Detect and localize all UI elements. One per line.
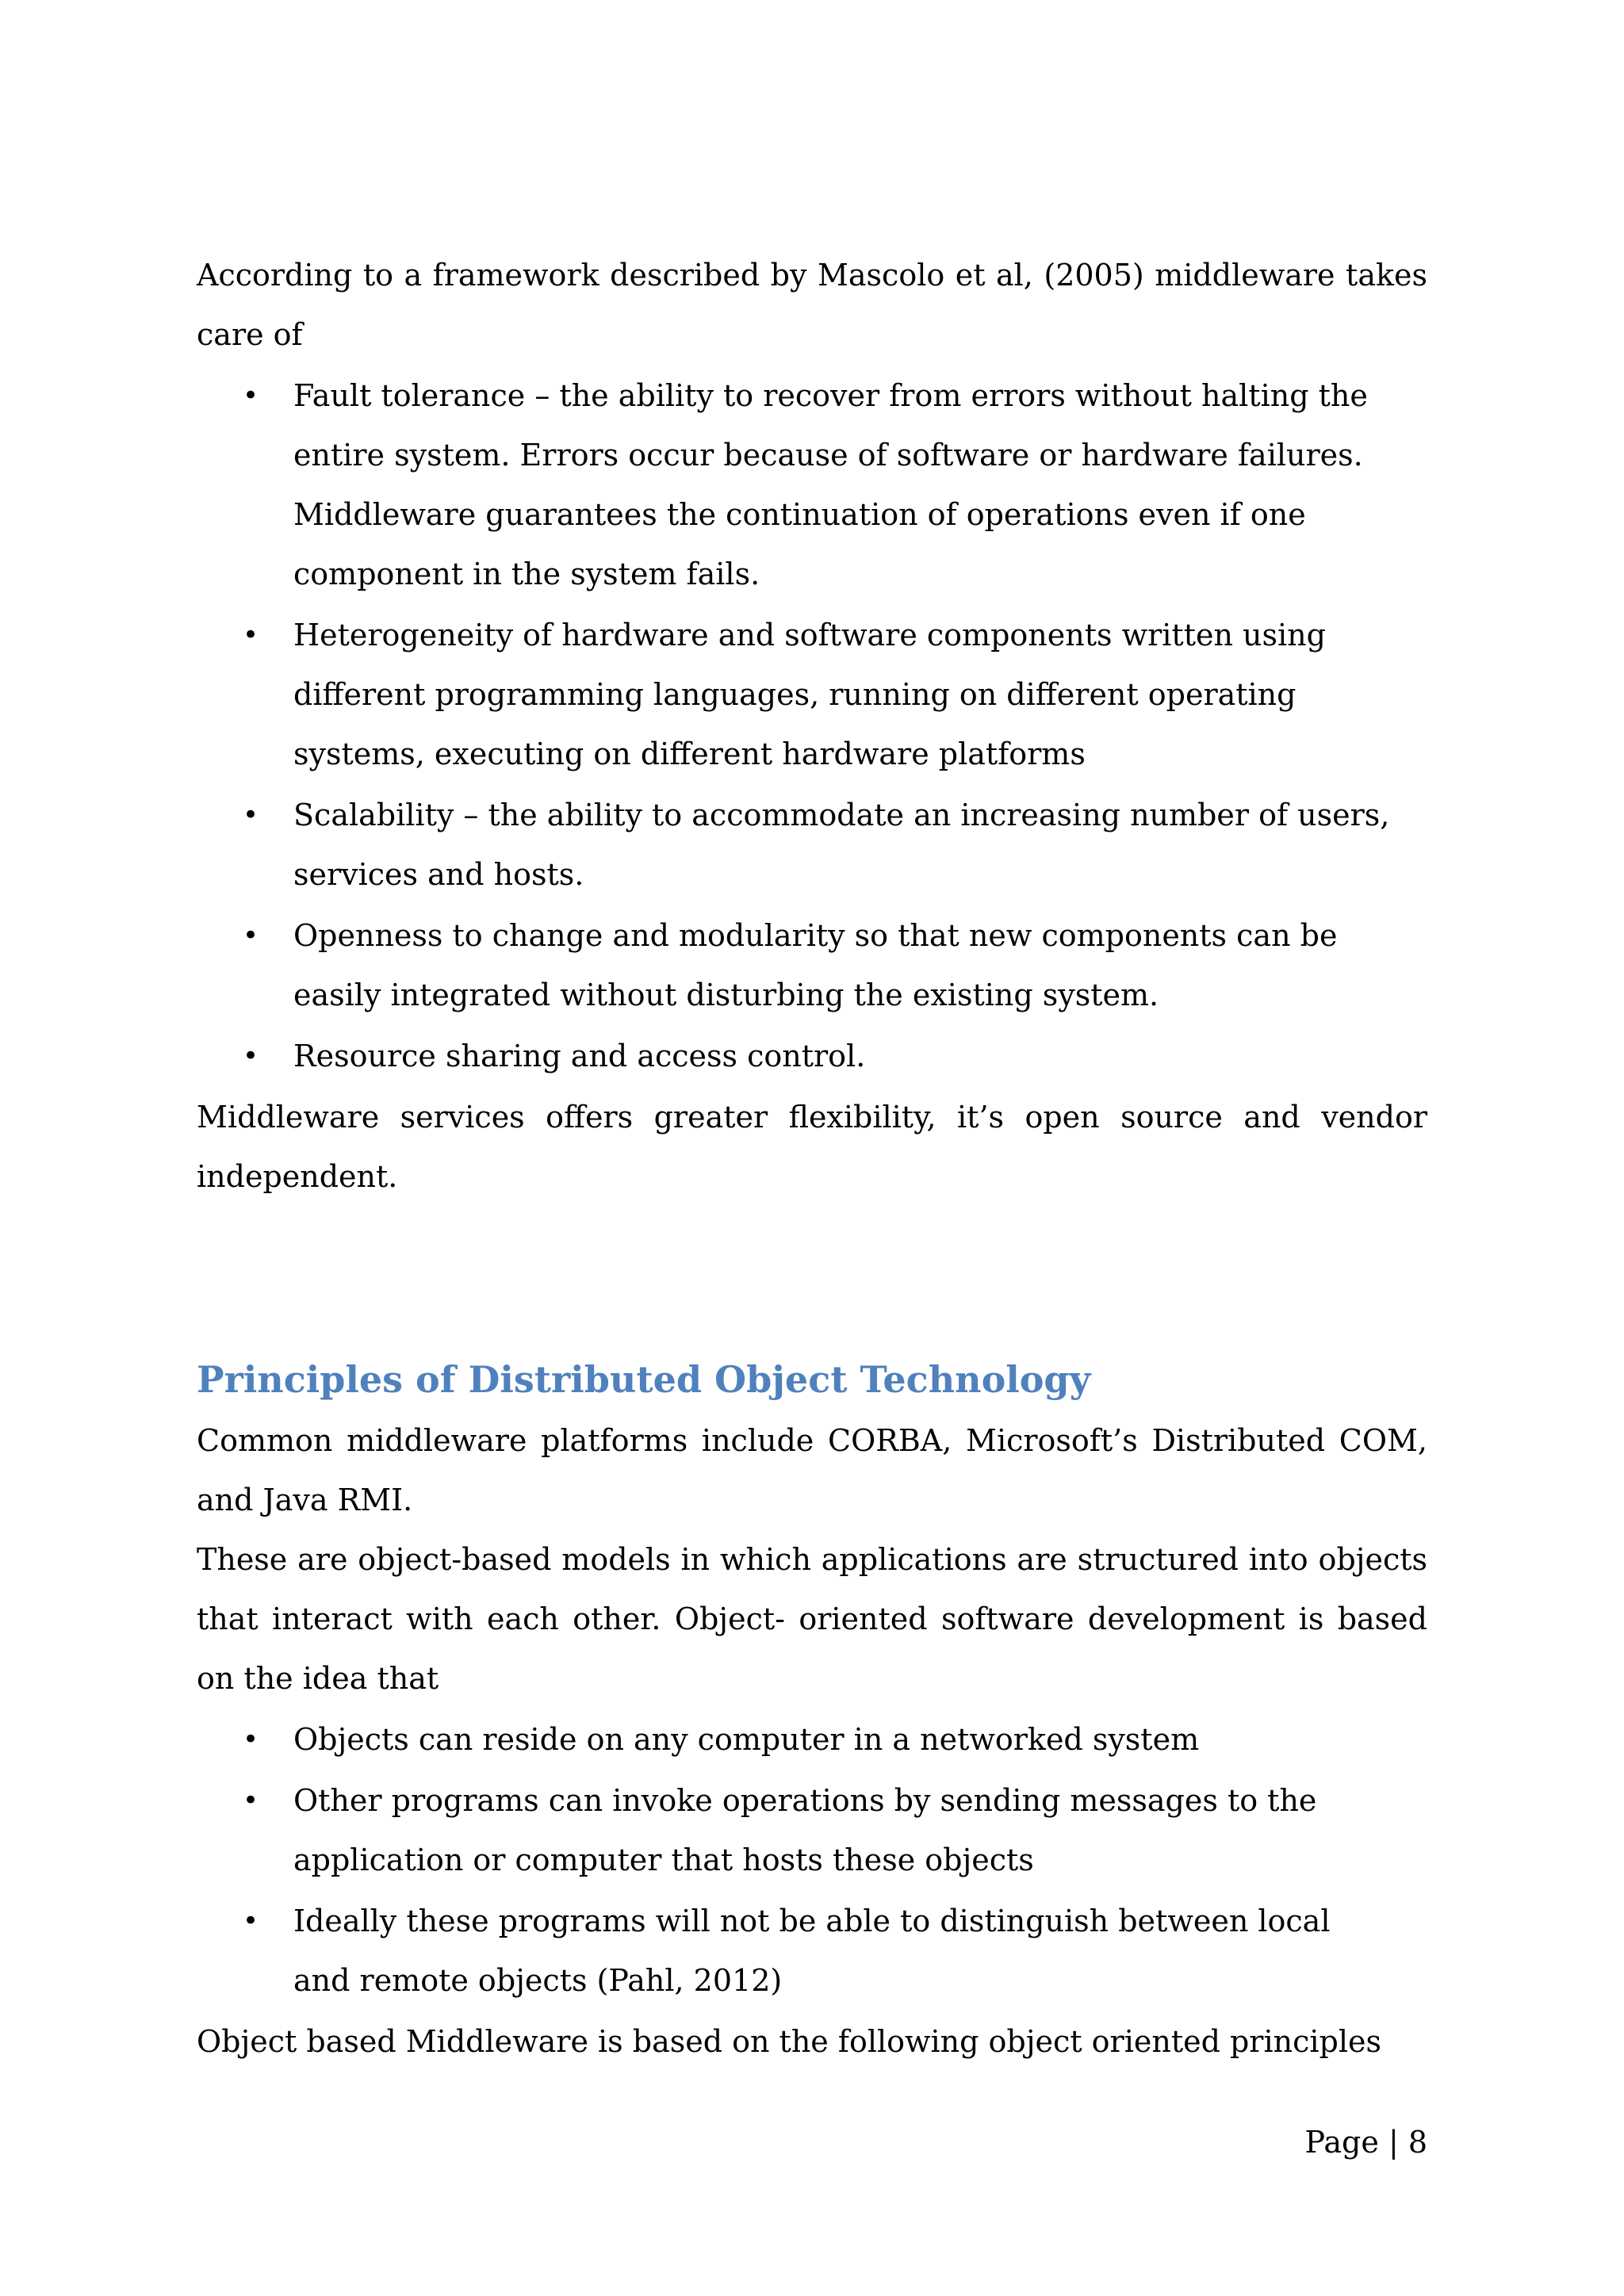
- list-item-text: Openness to change and modularity so that new components can be easily integrated without disturbing the existing system.: [293, 918, 1338, 1012]
- list-item: [243, 906, 1427, 1025]
- middleware-services-paragraph: Middleware services offers greater flexibility, it’s open source and vendor independent.: [197, 1100, 1427, 1194]
- list-item: [243, 1892, 1427, 2011]
- intro-paragraph: According to a framework described by Mascolo et al, (2005) middleware takes care of: [197, 258, 1427, 352]
- section-heading: Principles of Distributed Object Technology: [197, 1358, 1091, 1401]
- bullet-icon: •: [243, 799, 259, 831]
- page-content: [197, 246, 1427, 2072]
- list-item: [243, 1771, 1427, 1890]
- bullet-icon: •: [243, 619, 259, 651]
- intro-bullet-list: [197, 366, 1427, 1086]
- list-item: [243, 366, 1427, 604]
- list-item-text: Objects can reside on any computer in a networked system: [293, 1722, 1200, 1757]
- list-item: [243, 1027, 1427, 1086]
- list-item-text: Heterogeneity of hardware and software components written using different programming languages, running on different operating systems, executing on different hardware platforms: [293, 618, 1326, 771]
- list-item-text: Resource sharing and access control.: [293, 1039, 866, 1073]
- list-item: [243, 1710, 1427, 1770]
- bullet-icon: •: [243, 1905, 259, 1937]
- list-item-text: Ideally these programs will not be able to distinguish between local and remote objects (Pahl, 2012): [293, 1904, 1331, 1998]
- object-bullet-list: [197, 1710, 1427, 2011]
- bullet-icon: •: [243, 1785, 259, 1816]
- bullet-icon: •: [243, 380, 259, 411]
- page-number: Page | 8: [1304, 2125, 1427, 2160]
- bullet-icon: •: [243, 1040, 259, 1072]
- list-item-text: Fault tolerance – the ability to recover from errors without halting the entire system. Errors occur because of software or hardware failures. Middleware guarantees the continuation of operations even if one component in the system fails.: [293, 378, 1368, 591]
- platforms-paragraph: Common middleware platforms include CORBA, Microsoft’s Distributed COM, and Java RMI.: [197, 1423, 1427, 1517]
- list-item: [243, 606, 1427, 784]
- bullet-icon: •: [243, 920, 259, 951]
- list-item-text: Scalability – the ability to accommodate an increasing number of users, services and hosts.: [293, 798, 1390, 892]
- object-models-paragraph: These are object-based models in which applications are structured into objects that interact with each other. Object- oriented software development is based on the idea that: [197, 1542, 1427, 1696]
- bullet-icon: •: [243, 1724, 259, 1755]
- closing-paragraph: Object based Middleware is based on the following object oriented principles: [197, 2024, 1382, 2059]
- list-item-text: Other programs can invoke operations by sending messages to the application or computer that hosts these objects: [293, 1783, 1317, 1877]
- list-item: [243, 786, 1427, 905]
